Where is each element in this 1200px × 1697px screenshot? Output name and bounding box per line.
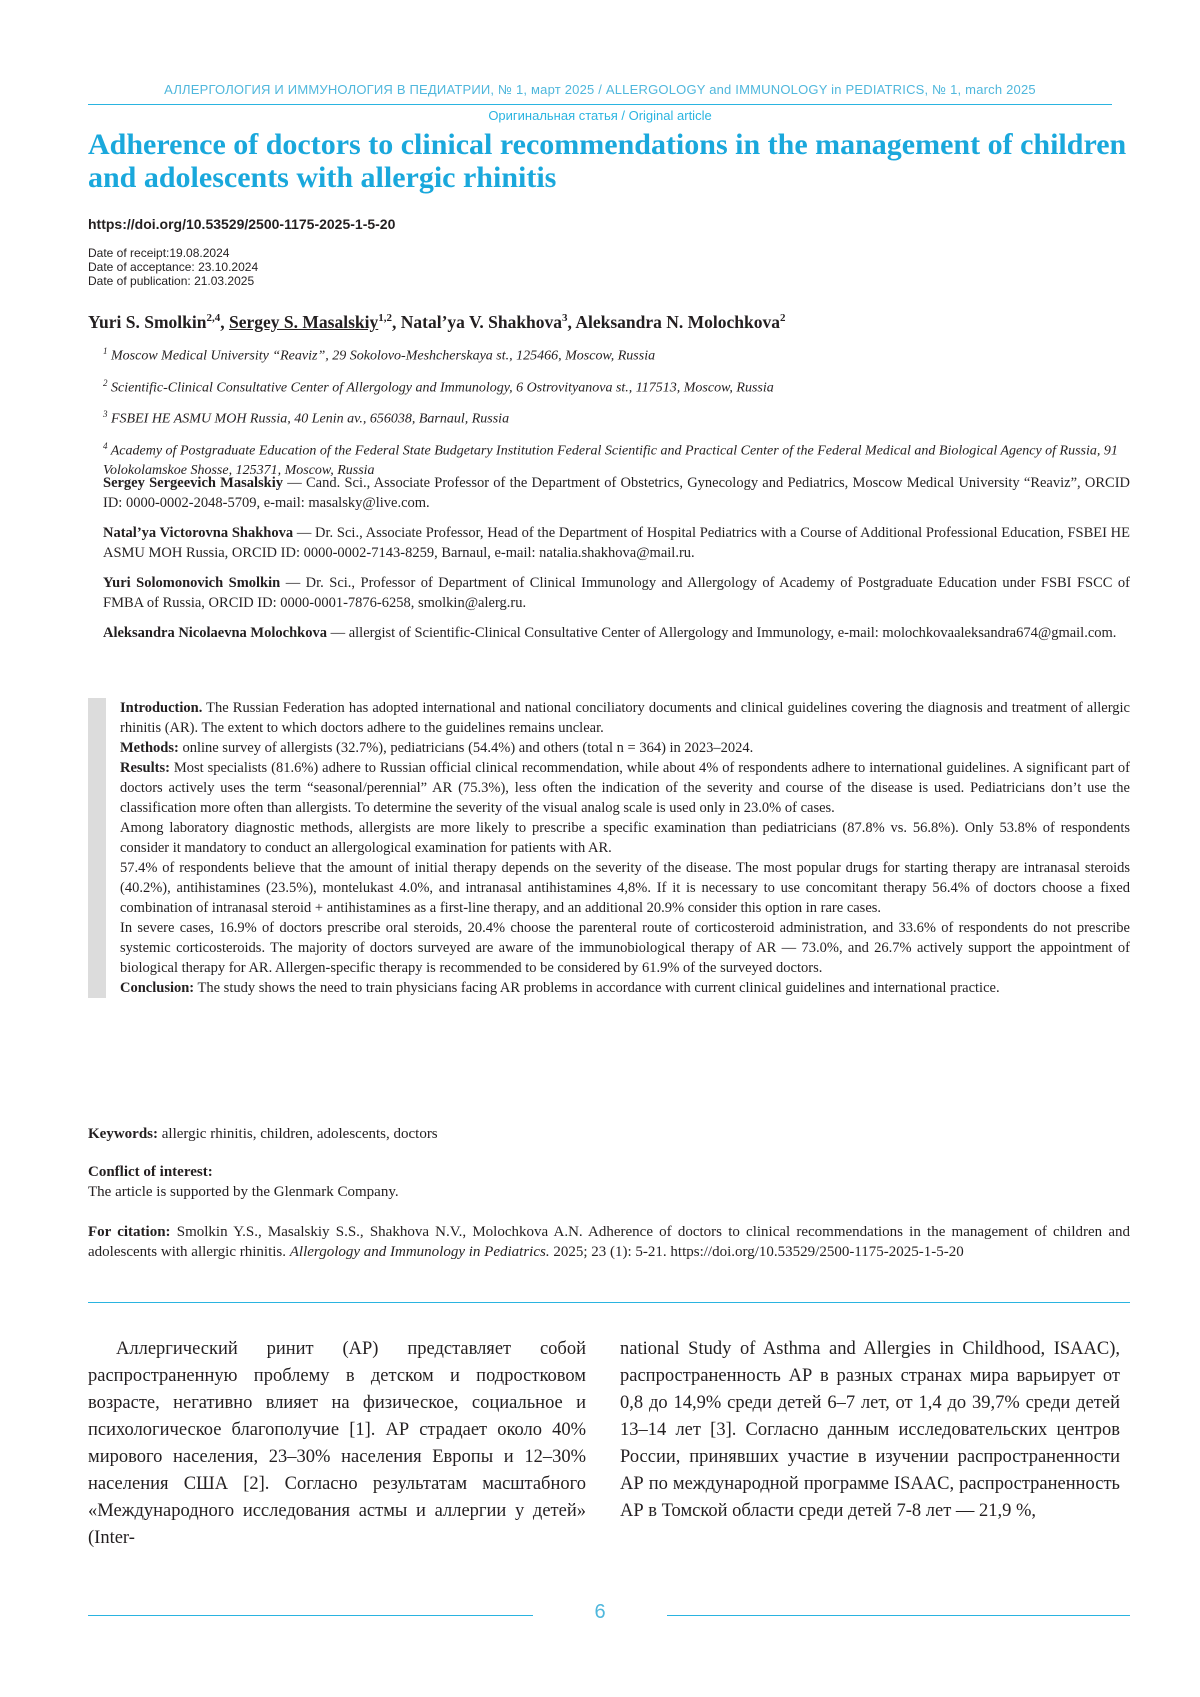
author-affil-sup: 2,4 bbox=[206, 312, 221, 325]
abstract-results: Results: Most specialists (81.6%) adhere to Russian official clinical recommendation, while about 4% of respondents adhere to international guidelines. A significant part of doctors actively uses the term “seasonal/perennial” AR (75.3%), less often the indication of the severity and course of the disease is used. Pediatricians don’t use the classification more often than allergists. To determine the severity of the visual analog scale is used only in 23.0% of cases. bbox=[120, 760, 1130, 816]
body-column-right bbox=[620, 1336, 1120, 1525]
abstract-paragraph: In severe cases, 16.9% of doctors prescribe oral steroids, 20.4% choose the parenteral route of corticosteroid administration, and 33.6% of respondents do not prescribe systemic corticosteroids. The majority of doctors surveyed are aware of the immunobiological therapy of AR — 73.0%, and 26.7% actively support the appointment of biological therapy for AR. Allergen-specific therapy is recommended to be considered by 61.9% of the surveyed doctors. bbox=[120, 920, 1130, 976]
section-divider bbox=[88, 1302, 1130, 1303]
date-receipt: Date of receipt:19.08.2024 bbox=[88, 246, 230, 260]
citation-doi[interactable]: 2025; 23 (1): 5-21. https://doi.org/10.53529/2500-1175-2025-1-5-20 bbox=[549, 1244, 964, 1260]
page-number: 6 bbox=[594, 1601, 606, 1623]
abstract-text bbox=[120, 698, 1130, 998]
conflict-of-interest: Conflict of interest: The article is supported by the Glenmark Company. bbox=[88, 1164, 399, 1200]
footer-rule-left bbox=[88, 1615, 533, 1616]
abstract-paragraph: Among laboratory diagnostic methods, allergists are more likely to prescribe a specific examination than pediatricians (87.8% vs. 56.8%). Only 53.8% of respondents consider it mandatory to conduct an allergological examination for patients with AR. bbox=[120, 820, 1130, 856]
author-bio: Sergey Sergeevich Masalskiy — Cand. Sci., Associate Professor of the Department of Obstetrics, Gynecology and Pediatrics, Moscow Medical University “Reaviz”, ORCID ID: 0000-0002-2048-5709, e-mail: masalsky@live.com. bbox=[103, 475, 1130, 511]
header-rule bbox=[88, 104, 1112, 105]
keywords: Keywords: allergic rhinitis, children, adolescents, doctors bbox=[88, 1126, 438, 1142]
author-bio: Aleksandra Nicolaevna Molochkova — allergist of Scientific-Clinical Consultative Center of Allergology and Immunology, e-mail: molochkovaaleksandra674@gmail.com. bbox=[103, 625, 1117, 641]
affiliations bbox=[103, 342, 1130, 488]
date-acceptance: Date of acceptance: 23.10.2024 bbox=[88, 260, 259, 274]
author-name: Aleksandra N. Molochkova bbox=[575, 312, 781, 332]
author-bio: Yuri Solomonovich Smolkin — Dr. Sci., Professor of Department of Clinical Immunology and Allergology of Academy of Postgraduate Education under FSBI FSCC of FMBA of Russia, ORCID ID: 0000-0001-7876-6258, smolkin@alerg.ru. bbox=[103, 575, 1131, 611]
abstract-paragraph: 57.4% of respondents believe that the amount of initial therapy depends on the severity of the disease. The most popular drugs for starting therapy are intranasal steroids (40.2%), antihistamines (23.5%), montelukast 4.0%, and intranasal antihistamines 4,8%. If it is necessary to use concomitant therapy 56.4% of doctors choose a fixed combination of intranasal steroid + antihistamines as a first-line therapy, and an additional 20.9% consider this option in rare cases. bbox=[120, 860, 1130, 916]
author-bio: Natal’ya Victorovna Shakhova — Dr. Sci., Associate Professor, Head of the Department of Hospital Pediatrics with a Course of Additional Professional Education, FSBEI HE ASMU MOH Russia, ORCID ID: 0000-0002-7143-8259, Barnaul, e-mail: natalia.shakhova@mail.ru. bbox=[103, 525, 1130, 561]
citation: For citation: Smolkin Y.S., Masalskiy S.S., Shakhova N.V., Molochkova A.N. Adherence of doctors to clinical recommendations in the management of children and adolescents with allergic rhinitis. Allergology and Immunology in Pediatrics. 2025; 23 (1): 5-21. https://doi.org/10.53529/2500-1175-2025-1-5-20 bbox=[88, 1224, 1131, 1260]
affiliation: $^1$ Moscow Medical University “Reaviz”, 29 Sokolovo-Meshcherskaya st., 125466, Moscow, Russia bbox=[103, 346, 656, 364]
journal-name: Allergology and Immunology in Pediatrics. bbox=[289, 1244, 550, 1260]
affiliation: $^2$ Scientific-Clinical Consultative Center of Allergology and Immunology, 6 Ostrovityanova st., 117513, Moscow, Russia bbox=[103, 377, 774, 396]
affiliation: $^4$ Academy of Postgraduate Education of the Federal State Budgetary Institution Federal Scientific and Practical Center of the Federal Medical and Biological Agency of Russia, 91 Volokolamskoe Shosse, 125371, Moscow, Russia bbox=[103, 440, 1118, 478]
author-name: Natal’ya V. Shakhova bbox=[400, 312, 563, 332]
author-list: Yuri S. Smolkin$^{2,4}$, Sergey S. Masalskiy$^{1,2}$, Natal’ya V. Shakhova$^3$, Aleksandra N. Molochkova$^2$ bbox=[88, 312, 786, 332]
abstract-introduction: Introduction. The Russian Federation has adopted international and national conciliatory documents and clinical guidelines covering the diagnosis and treatment of allergic rhinitis (AR). The extent to which doctors adhere to the guidelines remains unclear. bbox=[120, 700, 1130, 736]
article-type: Оригинальная статья / Original article bbox=[488, 108, 712, 123]
doi-link[interactable]: https://doi.org/10.53529/2500-1175-2025-1-5-20 bbox=[88, 216, 396, 232]
body-column-left bbox=[88, 1336, 586, 1552]
article-title: Adherence of doctors to clinical recommendations in the management of children and adolescents with allergic rhinitis bbox=[88, 128, 1127, 194]
author-name: Yuri S. Smolkin bbox=[88, 312, 207, 332]
abstract-side-bar bbox=[88, 698, 106, 998]
date-publication: Date of publication: 21.03.2025 bbox=[88, 274, 255, 288]
author-affil-sup: 2 bbox=[780, 312, 786, 325]
running-header: АЛЛЕРГОЛОГИЯ И ИММУНОЛОГИЯ В ПЕДИАТРИИ, № 1, март 2025 / ALLERGOLOGY and IMMUNOLOGY in PEDIATRICS, № 1, march 2025 bbox=[164, 82, 1036, 97]
author-affil-sup: 1,2 bbox=[378, 312, 393, 325]
abstract-conclusion: Conclusion: The study shows the need to train physicians facing AR problems in accordance with current clinical guidelines and international practice. bbox=[120, 980, 1000, 996]
article-dates bbox=[88, 246, 258, 288]
author-bios bbox=[103, 473, 1130, 653]
abstract bbox=[88, 698, 1130, 998]
affiliation: $^3$ FSBEI HE ASMU MOH Russia, 40 Lenin av., 656038, Barnaul, Russia bbox=[103, 409, 510, 427]
author-affil-sup: 3 bbox=[562, 312, 568, 325]
abstract-methods: Methods: online survey of allergists (32.7%), pediatricians (54.4%) and others (total n = 364) in 2023–2024. bbox=[120, 740, 754, 756]
body-paragraph: national Study of Asthma and Allergies in Childhood, ISAAC), распространенность АР в разных странах мира варьирует от 0,8 до 14,9% среди детей 6–7 лет, от 1,4 до 39,7% среди детей 13–14 лет [3]. Согласно данным исследовательских центров России, принявших участие в изучении распространенности АР по международной программе ISAAC, распространенность АР в Томской области среди детей 7-8 лет — 21,9 %, bbox=[620, 1339, 1120, 1521]
footer-rule-right bbox=[667, 1615, 1130, 1616]
body-paragraph: Аллергический ринит (АР) представляет собой распространенную проблему в детском и подростковом возрасте, негативно влияет на физическое, социальное и психологическое благополучие [1]. АР страдает около 40% мирового населения, 23–30% населения Европы и 12–30% населения США [2]. Согласно результатам масштабного «Международного исследования астмы и аллергии у детей» (Inter- bbox=[88, 1339, 586, 1548]
corresponding-author-name: Sergey S. Masalskiy bbox=[229, 312, 379, 332]
